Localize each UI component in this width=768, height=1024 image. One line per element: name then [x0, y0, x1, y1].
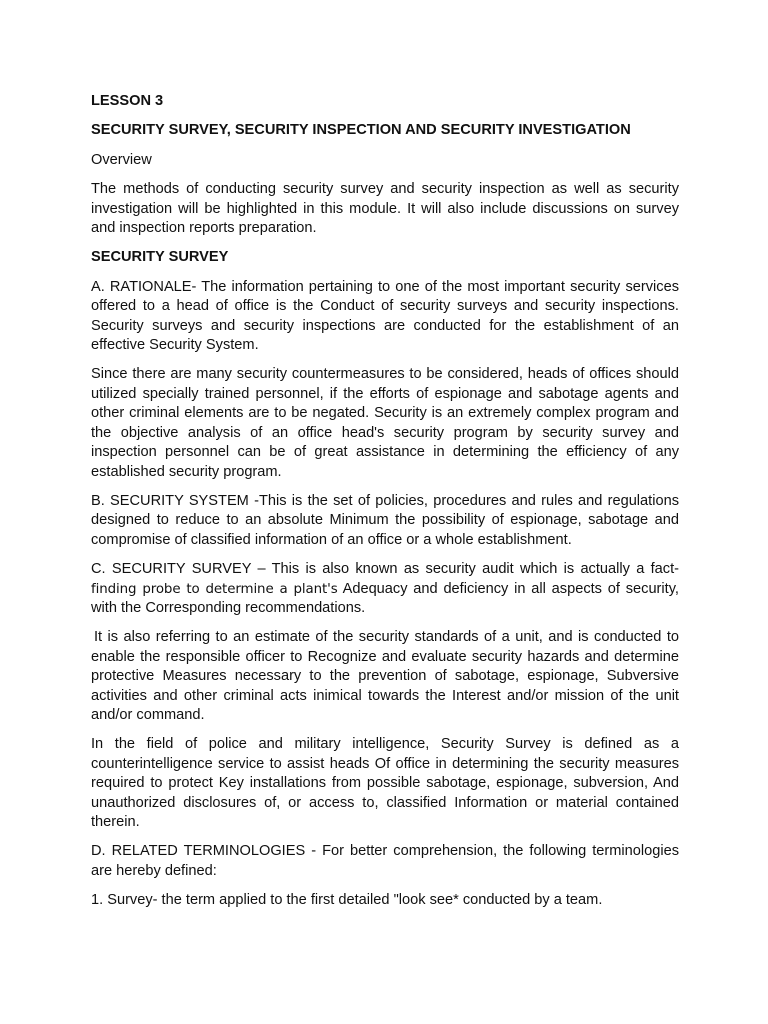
document-title: SECURITY SURVEY, SECURITY INSPECTION AND SECURITY INVESTIGATION [91, 122, 631, 139]
overview-label: Overview [91, 151, 152, 168]
security-system-paragraph: B. SECURITY SYSTEM -This is the set of policies, procedures and rules and regulations designed to reduce to an absolute Minimum the possibility of espionage, sabotage and compromise of classified information of an office or a whole establishment. [91, 492, 679, 548]
security-survey-text-start: C. SECURITY SURVEY – This is also known as security audit which is actually a fact- [91, 561, 679, 578]
intelligence-paragraph: In the field of police and military intelligence, Security Survey is defined as a counterintelligence service to assist heads Of office in determining the security measures required to protect Key installations from possible sabotage, espionage, subversion, And unauthorized disclosures of, or access to, classified Information or material contained therein. [91, 736, 679, 830]
rationale-paragraph: A. RATIONALE- The information pertaining to one of the most important security services offered to a head of office is the Conduct of security surveys and security inspections. Security surveys and security inspections are conducted for the establishment of an effective Security System. [91, 278, 679, 354]
security-survey-paragraph [91, 560, 679, 618]
countermeasures-paragraph: Since there are many security countermeasures to be considered, heads of offices should utilized specially trained personnel, if the efforts of espionage and sabotage agents and other criminal elements are to be negated. Security is an extremely complex program and the objective analysis of an office head's security program by security survey and inspection personnel can be of great assistance in determining the efficiency of any established security program. [91, 366, 679, 480]
terminologies-paragraph: D. RELATED TERMINOLOGIES - For better comprehension, the following terminologies are hereby defined: [91, 843, 679, 879]
overview-paragraph: The methods of conducting security survey and security inspection as well as security investigation will be highlighted in this module. It will also include discussions on survey and inspection reports preparation. [91, 181, 679, 237]
section-heading-security-survey: SECURITY SURVEY [91, 249, 229, 266]
estimate-paragraph: It is also referring to an estimate of the security standards of a unit, and is conducted to enable the responsible officer to Recognize and evaluate security hazards and determine protective Measures necessary to the prevention of sabotage, espionage, Subversive activities and other criminal acts inimical towards the Interest and/or mission of the unit and/or command. [91, 629, 679, 723]
security-survey-text-alt-font: finding probe to determine a plant's [91, 581, 338, 597]
security-survey-text-end: Adequacy and deficiency in all aspects of security, with the Corresponding recommendations. [91, 580, 679, 616]
lesson-label: LESSON 3 [91, 93, 164, 109]
survey-definition-item: 1. Survey- the term applied to the first detailed "look see* conducted by a team. [91, 892, 603, 909]
